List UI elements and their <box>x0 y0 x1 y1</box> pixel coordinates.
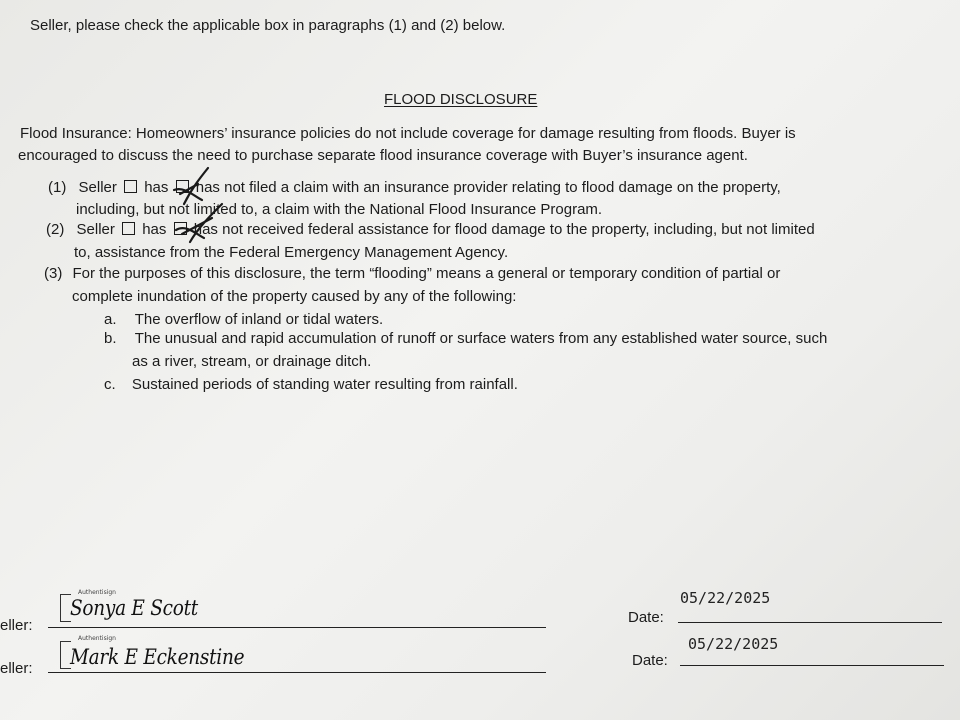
para2-line-1 <box>46 221 815 238</box>
para2-seller: Seller <box>76 221 115 238</box>
date-2-label: Date: <box>632 652 668 669</box>
para3-number: (3) <box>44 265 63 282</box>
para1-line-2: including, but not limited to, a claim with the National Flood Insurance Program. <box>76 201 603 218</box>
header-instruction: Seller, please check the applicable box in paragraphs (1) and (2) below. <box>30 17 506 34</box>
list-letter: a. <box>104 311 117 328</box>
signature-2-auth-tag: Authentisign <box>78 635 116 642</box>
para1-text: has not filed a claim with an insurance provider relating to flood damage on the property, <box>195 179 781 196</box>
para1-has-label: has <box>144 179 169 196</box>
list-letter: c. <box>104 376 116 393</box>
date-2-line <box>680 665 944 666</box>
para3-text: For the purposes of this disclosure, the term “flooding” means a general or temporary condition of partial or <box>72 265 781 282</box>
signature-2-name[interactable]: Mark E Eckenstine <box>70 645 245 669</box>
signature-2-line <box>48 672 546 673</box>
date-1-line <box>678 622 942 623</box>
list-item-a <box>104 311 383 328</box>
para1-seller: Seller <box>78 179 117 196</box>
para2-has-not-checkbox[interactable] <box>174 222 187 235</box>
list-item-b-cont: as a river, stream, or drainage ditch. <box>132 353 372 370</box>
signature-1-name[interactable]: Sonya E Scott <box>70 596 198 620</box>
list-item-c <box>104 376 518 393</box>
signature-1-label: eller: <box>0 617 33 634</box>
para2-has-label: has <box>142 221 167 238</box>
date-2-value[interactable]: 05/22/2025 <box>688 635 779 653</box>
intro-line-2: encouraged to discuss the need to purchase separate flood insurance coverage with Buyer’s insurance agent. <box>18 147 748 164</box>
list-letter: b. <box>104 330 117 347</box>
list-item-b <box>104 330 827 347</box>
signature-1-auth-tag: Authentisign <box>78 589 116 596</box>
signature-1-line <box>48 627 546 628</box>
intro-line-1: Flood Insurance: Homeowners’ insurance policies do not include coverage for damage resulting from floods. Buyer is <box>20 125 796 142</box>
signature-2-label: eller: <box>0 660 33 677</box>
list-text: Sustained periods of standing water resulting from rainfall. <box>131 376 518 393</box>
para2-line-2: to, assistance from the Federal Emergency Management Agency. <box>74 244 509 261</box>
date-1-label: Date: <box>628 609 664 626</box>
para2-text: has not received federal assistance for flood damage to the property, including, but not limited <box>193 221 815 238</box>
para1-has-checkbox[interactable] <box>124 180 137 193</box>
para2-has-checkbox[interactable] <box>122 222 135 235</box>
para1-line-1 <box>48 179 781 196</box>
list-text: The unusual and rapid accumulation of runoff or surface waters from any established water source, such <box>134 330 828 347</box>
date-1-value[interactable]: 05/22/2025 <box>680 589 771 607</box>
section-title: FLOOD DISCLOSURE <box>384 91 538 108</box>
para3-line-1 <box>44 265 780 282</box>
para3-line-2: complete inundation of the property caused by any of the following: <box>72 288 517 305</box>
para2-number: (2) <box>46 221 65 238</box>
para1-has-not-checkbox[interactable] <box>176 180 189 193</box>
list-text: The overflow of inland or tidal waters. <box>134 311 384 328</box>
para1-number: (1) <box>48 179 67 196</box>
